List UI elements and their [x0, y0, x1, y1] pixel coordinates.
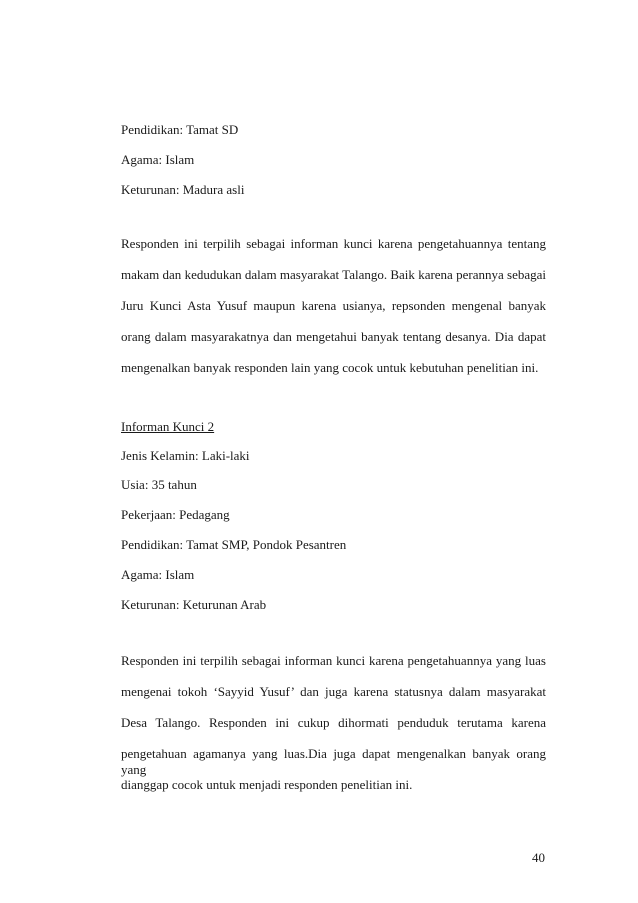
paragraph2-line: pengetahuan agamanya yang luas.Dia juga dapat mengenalkan banyak orang yang: [121, 746, 546, 777]
paragraph1-line: orang dalam masyarakatnya dan mengetahui banyak tentang desanya. Dia dapat: [121, 329, 546, 344]
paragraph1-line: Juru Kunci Asta Yusuf maupun karena usianya, repsonden mengenal banyak: [121, 298, 546, 313]
paragraph1-line: mengenalkan banyak responden lain yang cocok untuk kebutuhan penelitian ini.: [121, 360, 539, 375]
paragraph2-line: Responden ini terpilih sebagai informan kunci karena pengetahuannya yang luas: [121, 653, 546, 668]
informan2-keturunan: Keturunan: Keturunan Arab: [121, 597, 267, 612]
informan2-pendidikan: Pendidikan: Tamat SMP, Pondok Pesantren: [121, 537, 347, 552]
paragraph2-line: mengenai tokoh ‘Sayyid Yusuf’ dan juga karena statusnya dalam masyarakat: [121, 684, 546, 699]
profile1-keturunan: Keturunan: Madura asli: [121, 182, 245, 197]
profile1-agama: Agama: Islam: [121, 152, 195, 167]
informan2-heading: Informan Kunci 2: [121, 419, 215, 434]
informan2-jenis-kelamin: Jenis Kelamin: Laki-laki: [121, 448, 250, 463]
profile1-pendidikan: Pendidikan: Tamat SD: [121, 122, 239, 137]
informan2-usia: Usia: 35 tahun: [121, 477, 197, 492]
informan2-pekerjaan: Pekerjaan: Pedagang: [121, 507, 230, 522]
paragraph2-line: dianggap cocok untuk menjadi responden penelitian ini.: [121, 777, 413, 792]
paragraph1-line: makam dan kedudukan dalam masyarakat Talango. Baik karena perannya sebagai: [121, 267, 546, 282]
paragraph2-line: Desa Talango. Responden ini cukup dihormati penduduk terutama karena: [121, 715, 546, 730]
paragraph1-line: Responden ini terpilih sebagai informan kunci karena pengetahuannya tentang: [121, 236, 546, 251]
informan2-agama: Agama: Islam: [121, 567, 195, 582]
page-number: 40: [532, 850, 545, 865]
